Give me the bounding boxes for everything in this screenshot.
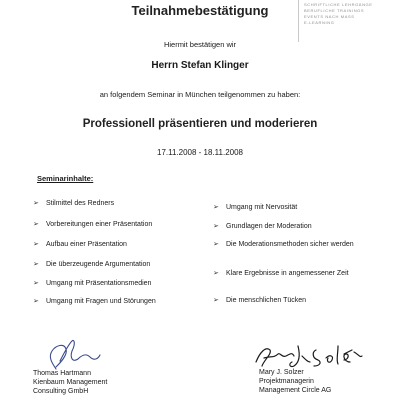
confirmation-line: Hiermit bestätigen wir bbox=[163, 40, 237, 49]
list-item-label: Die überzeugende Argumentation bbox=[46, 261, 151, 268]
list-item-label: Grundlagen der Moderation bbox=[226, 223, 312, 230]
arrow-bullet-icon: ➢ bbox=[213, 223, 219, 230]
signer-role: Projektmanagerin bbox=[259, 378, 314, 385]
arrow-bullet-icon: ➢ bbox=[33, 221, 39, 228]
arrow-bullet-icon: ➢ bbox=[33, 261, 39, 268]
arrow-bullet-icon: ➢ bbox=[213, 297, 219, 304]
seminar-dates: 17.11.2008 - 18.11.2008 bbox=[157, 148, 243, 157]
arrow-bullet-icon: ➢ bbox=[33, 280, 39, 287]
certificate-title: Teilnahmebestätigung bbox=[131, 3, 269, 18]
arrow-bullet-icon: ➢ bbox=[33, 200, 39, 207]
list-item-label: Umgang mit Nervosität bbox=[226, 204, 298, 211]
list-item-label: Vorbereitungen einer Präsentation bbox=[46, 221, 153, 228]
corner-line: SCHRIFTLICHE LEHRGÄNGE bbox=[304, 2, 373, 7]
arrow-bullet-icon: ➢ bbox=[213, 270, 219, 277]
list-item-label: Die Moderationsmethoden sicher werden bbox=[226, 241, 354, 248]
contents-heading: Seminarinhalte: bbox=[37, 174, 94, 183]
intro-line: an folgendem Seminar in München teilgenommen zu haben: bbox=[99, 90, 301, 99]
list-item-label: Aufbau einer Präsentation bbox=[46, 241, 127, 248]
arrow-bullet-icon: ➢ bbox=[33, 241, 39, 248]
signer-right-block bbox=[259, 368, 331, 395]
list-item-label: Klare Ergebnisse in angemessener Zeit bbox=[226, 270, 349, 277]
signer-company-line: Consulting GmbH bbox=[33, 388, 89, 395]
signer-company-line: Kienbaum Management bbox=[33, 379, 108, 386]
arrow-bullet-icon: ➢ bbox=[213, 241, 219, 248]
signer-left-block bbox=[33, 369, 107, 396]
corner-line: BERUFLICHE TRAININGS bbox=[304, 8, 365, 13]
seminar-title: Professionell präsentieren und moderieren bbox=[82, 118, 318, 130]
signer-company: Management Circle AG bbox=[259, 387, 332, 394]
list-item-label: Umgang mit Fragen und Störungen bbox=[46, 298, 156, 305]
signer-name: Mary J. Solzer bbox=[259, 369, 304, 376]
corner-line: E-LEARNING bbox=[304, 20, 335, 25]
signature-right bbox=[250, 340, 365, 370]
arrow-bullet-icon: ➢ bbox=[33, 298, 39, 305]
corner-line: EVENTS NACH MASS bbox=[304, 14, 355, 19]
list-item-label: Stilmittel des Redners bbox=[46, 200, 115, 207]
list-item-label: Umgang mit Präsentationsmedien bbox=[46, 280, 152, 287]
list-item-label: Die menschlichen Tücken bbox=[226, 297, 307, 304]
participant-name: Herrn Stefan Klinger bbox=[151, 60, 249, 71]
arrow-bullet-icon: ➢ bbox=[213, 204, 219, 211]
signer-name: Thomas Hartmann bbox=[33, 370, 91, 377]
